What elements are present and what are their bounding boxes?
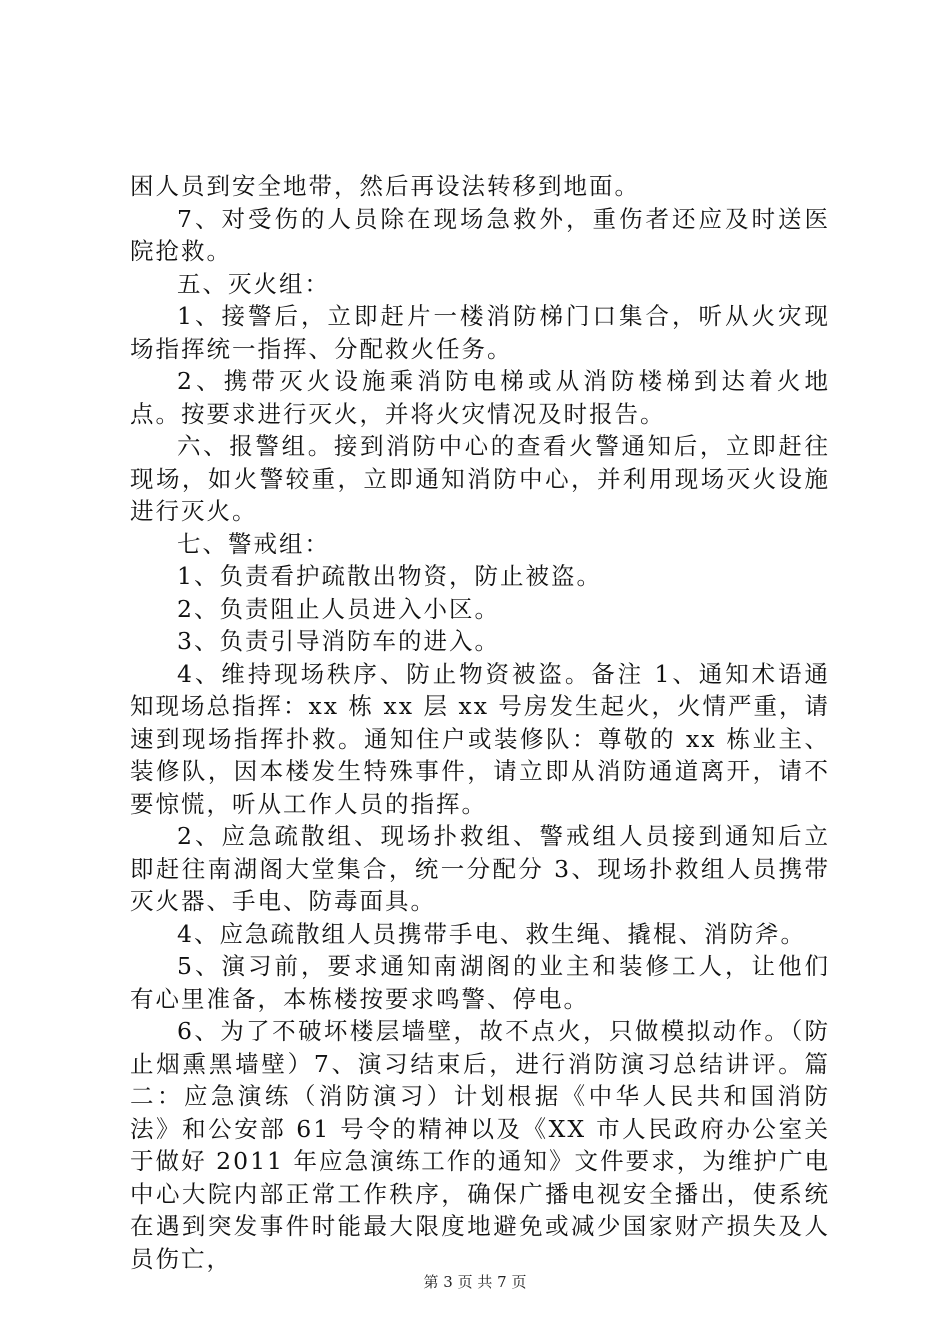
paragraph: 4、维持现场秩序、防止物资被盗。备注 1、通知术语通知现场总指挥：xx 栋 xx 层 xx 号房发生起火，火情严重，请速到现场指挥扑救。通知住户或装修队：尊敬的 xx 栋业主、装修队，因本楼发生特殊事件，请立即从消防通道离开，请不要惊慌，听从工作人员的指挥。 xyxy=(130,659,830,818)
paragraph: 1、负责看护疏散出物资，防止被盗。 xyxy=(177,562,602,590)
paragraph: 困人员到安全地带，然后再设法转移到地面。 xyxy=(130,172,640,200)
paragraph: 4、应急疏散组人员携带手电、救生绳、撬棍、消防斧。 xyxy=(177,919,806,948)
paragraph: 2、应急疏散组、现场扑救组、警戒组人员接到通知后立即赶往南湖阁大堂集合，统一分配分 3、现场扑救组人员携带灭火器、手电、防毒面具。 xyxy=(130,822,830,915)
paragraph: 六、报警组。接到消防中心的查看火警通知后，立即赶往现场，如火警较重，立即通知消防中心，并利用现场灭火设施进行灭火。 xyxy=(130,432,830,525)
section-heading: 七、警戒组： xyxy=(177,529,330,558)
paragraph: 7、对受伤的人员除在现场急救外，重伤者还应及时送医院抢救。 xyxy=(130,204,830,265)
paragraph: 2、负责阻止人员进入小区。 xyxy=(177,594,500,623)
paragraph: 3、负责引导消防车的进入。 xyxy=(177,627,500,655)
section-heading: 五、灭火组： xyxy=(177,269,330,298)
paragraph: 1、接警后，立即赶片一楼消防梯门口集合，听从火灾现场指挥统一指挥、分配救火任务。 xyxy=(130,302,830,363)
page-number-footer: 第 3 页 共 7 页 xyxy=(423,1273,527,1291)
paragraph: 2、携带灭火设施乘消防电梯或从消防楼梯到达着火地点。按要求进行灭火，并将火灾情况及时报告。 xyxy=(130,367,830,428)
paragraph: 6、为了不破坏楼层墙壁，故不点火，只做模拟动作。（防止烟熏黑墙壁）7、演习结束后，进行消防演习总结讲评。篇二：应急演练（消防演习）计划根据《中华人民共和国消防法》和公安部 61 号令的精神以及《XX 市人民政府办公室关于做好 2011 年应急演练工作的通知》文件要求，为维护广电中心大院内部正常工作秩序，确保广播电视安全播出，使系统在遇到突发事件时能最大限度地避免或减少国家财产损失及人员伤亡， xyxy=(130,1017,830,1273)
document-body xyxy=(130,170,830,1275)
paragraph: 5、演习前，要求通知南湖阁的业主和装修工人，让他们有心里准备，本栋楼按要求鸣警、停电。 xyxy=(130,952,830,1013)
